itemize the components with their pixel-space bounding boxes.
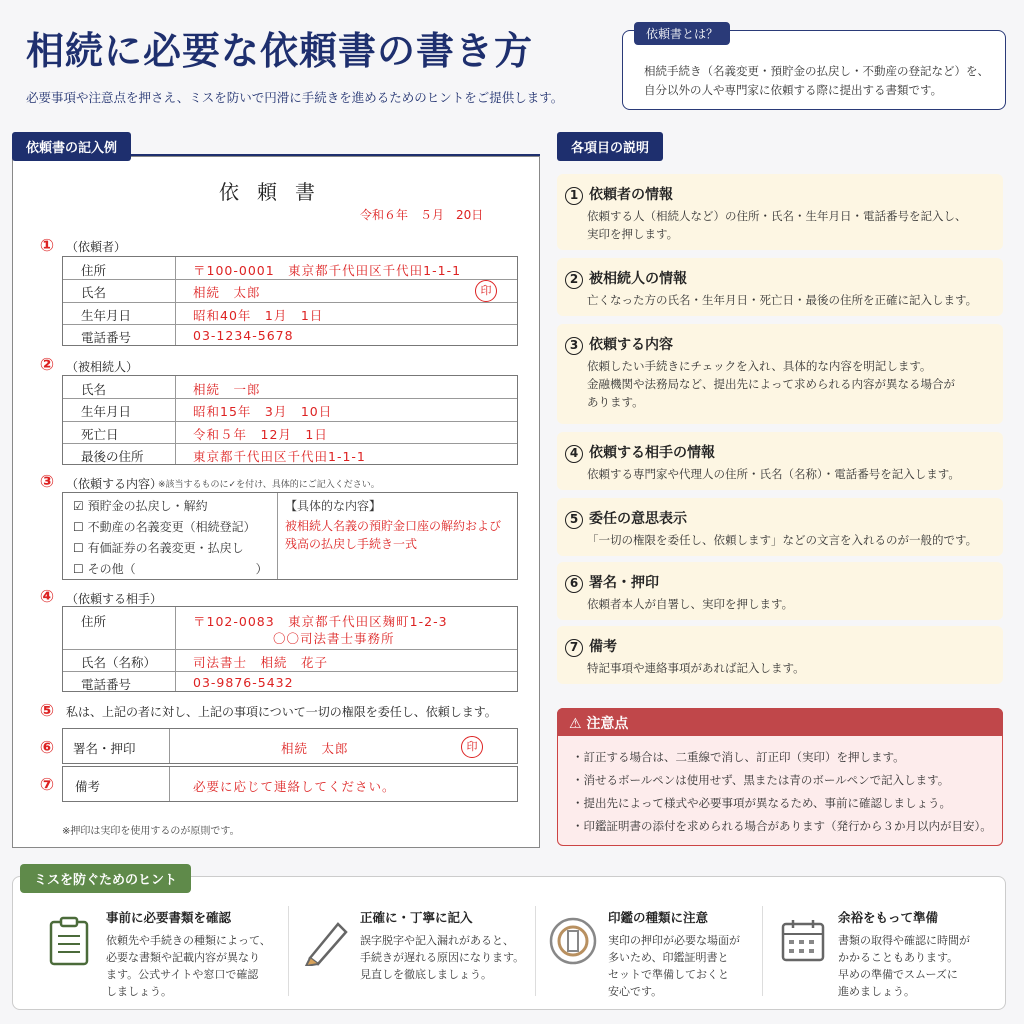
table-divider bbox=[277, 493, 278, 579]
field-label: 生年月日 bbox=[81, 308, 132, 323]
field-value: 東京都千代田区千代田1-1-1 bbox=[193, 449, 366, 464]
explain-title bbox=[565, 442, 715, 463]
explain-line: 「一切の権限を委任し、依頼します」などの文言を入れるのが一般的です。 bbox=[587, 533, 978, 547]
decedent-label: （被相続人） bbox=[66, 360, 139, 374]
section-number: ⑥ bbox=[39, 738, 55, 758]
explain-number: 4 bbox=[565, 445, 583, 463]
field-value: 司法書士 相続 花子 bbox=[193, 655, 329, 670]
remarks-value[interactable]: 必要に応じて連絡してください。 bbox=[193, 779, 396, 794]
field-value: 03-1234-5678 bbox=[193, 328, 294, 343]
explain-title-text: 依頼する内容 bbox=[589, 337, 673, 353]
explain-title bbox=[565, 184, 673, 205]
field-value: 〒100-0001 東京都千代田区千代田1-1-1 bbox=[193, 263, 462, 278]
table-row bbox=[63, 649, 517, 650]
explain-number: 3 bbox=[565, 337, 583, 355]
signature-table bbox=[62, 728, 518, 764]
explain-card bbox=[557, 174, 1003, 250]
field-value: 03-9876-5432 bbox=[193, 675, 294, 690]
table-divider bbox=[175, 376, 176, 464]
explain-line: 亡くなった方の氏名・生年月日・死亡日・最後の住所を正確に記入します。 bbox=[587, 293, 978, 307]
tip-title: 印鑑の種類に注意 bbox=[608, 910, 709, 925]
tip-body bbox=[838, 932, 998, 1000]
table-row bbox=[63, 398, 517, 399]
table-row bbox=[63, 671, 517, 672]
explain-title-text: 署名・押印 bbox=[589, 575, 659, 591]
tip-title: 正確に・丁寧に記入 bbox=[360, 910, 473, 925]
field-label: 最後の住所 bbox=[81, 449, 144, 464]
explain-title-text: 被相続人の情報 bbox=[589, 271, 687, 287]
field-value: 令和５年 12月 1日 bbox=[193, 427, 328, 442]
checkbox-securities[interactable]: ☐ 有価証券の名義変更・払戻し bbox=[73, 541, 244, 555]
explain-number: 6 bbox=[565, 575, 583, 593]
caution-item: ・消せるボールペンは使用せず、黒または青のボールペンで記入します。 bbox=[572, 773, 950, 787]
explain-body bbox=[587, 357, 955, 411]
tip-line: 多いため、印鑑証明書と bbox=[608, 951, 729, 964]
explain-line: 依頼する人（相続人など）の住所・氏名・生年月日・電話番号を記入し、 bbox=[587, 209, 967, 223]
section-number: ⑤ bbox=[39, 701, 55, 721]
section-number: ④ bbox=[39, 587, 55, 607]
calendar-icon bbox=[780, 918, 826, 964]
document-title: 依頼書 bbox=[219, 180, 333, 204]
tip-title: 余裕をもって準備 bbox=[838, 910, 939, 925]
checkbox-deposit[interactable]: ☑ 預貯金の払戻し・解約 bbox=[73, 499, 208, 513]
field-label: 署名・押印 bbox=[73, 741, 136, 756]
field-label: 備考 bbox=[75, 779, 101, 794]
seal-mark: 印 bbox=[475, 280, 497, 302]
page-subtitle: 必要事項や注意点を押さえ、ミスを防いで円滑に手続きを進めるためのヒントをご提供します。 bbox=[26, 90, 564, 105]
tip-divider bbox=[535, 906, 536, 996]
tip-line: しましょう。 bbox=[106, 985, 172, 998]
explain-number: 5 bbox=[565, 511, 583, 529]
field-label: 氏名 bbox=[81, 285, 107, 300]
pencil-icon bbox=[302, 916, 350, 966]
explain-line: 依頼したい手続きにチェックを入れ、具体的な内容を明記します。 bbox=[587, 359, 932, 373]
explain-body bbox=[587, 595, 793, 613]
definition-tag: 依頼書とは？ bbox=[634, 22, 730, 45]
table-row bbox=[63, 443, 517, 444]
explain-title bbox=[565, 572, 659, 593]
page-title: 相続に必要な依頼書の書き方 bbox=[26, 29, 534, 73]
field-value: 昭和15年 3月 10日 bbox=[193, 404, 333, 419]
caution-header: ⚠ 注意点 bbox=[557, 708, 1003, 736]
explain-card bbox=[557, 498, 1003, 556]
section-number: ③ bbox=[39, 472, 55, 492]
explain-line: 依頼する専門家や代理人の住所・氏名（名称）・電話番号を記入します。 bbox=[587, 467, 960, 481]
explain-title-text: 依頼者の情報 bbox=[589, 187, 673, 203]
field-label: 氏名 bbox=[81, 382, 107, 397]
field-value: 昭和40年 1月 1日 bbox=[193, 308, 324, 323]
tip-line: 手続きが遅れる原因になります。 bbox=[360, 951, 525, 964]
field-label: 電話番号 bbox=[81, 330, 132, 345]
explain-title bbox=[565, 508, 687, 529]
explain-line: 依頼者本人が自署し、実印を押します。 bbox=[587, 597, 794, 611]
tip-line: 見直しを徹底しましょう。 bbox=[360, 968, 492, 981]
field-value: 相続 太郎 bbox=[193, 285, 261, 300]
document-date: 令和６年 ５月 20日 bbox=[360, 208, 484, 222]
explain-body bbox=[587, 465, 960, 483]
requester-label: （依頼者） bbox=[66, 240, 127, 254]
footnote: ※押印は実印を使用するのが原則です。 bbox=[62, 826, 240, 837]
caution-item: ・提出先によって様式や必要事項が異なるため、事前に確認しましょう。 bbox=[572, 796, 952, 810]
tip-line: 必要な書類や記載内容が異なり bbox=[106, 951, 260, 964]
caution-item: ・訂正する場合は、二重線で消し、訂正印（実印）を押します。 bbox=[572, 750, 905, 764]
tip-line: ます。公式サイトや窓口で確認 bbox=[106, 968, 259, 981]
seal-icon bbox=[548, 916, 598, 966]
tip-line: 安心です。 bbox=[608, 985, 663, 998]
table-divider bbox=[175, 257, 176, 345]
explain-body bbox=[587, 207, 967, 243]
delegation-statement: 私は、上記の者に対し、上記の事項について一切の権限を委任し、依頼します。 bbox=[66, 705, 497, 719]
section-number: ⑦ bbox=[39, 775, 55, 795]
tip-body bbox=[360, 932, 530, 983]
field-value: 〇〇司法書士事務所 bbox=[273, 631, 395, 646]
field-label: 氏名（名称） bbox=[81, 655, 157, 670]
table-row bbox=[63, 421, 517, 422]
field-value: 相続 一郎 bbox=[193, 382, 261, 397]
tip-line: 進めましょう。 bbox=[838, 985, 915, 998]
table-divider bbox=[169, 767, 170, 801]
explain-title bbox=[565, 268, 687, 289]
content-table bbox=[62, 492, 518, 580]
tip-divider bbox=[288, 906, 289, 996]
explain-line: あります。 bbox=[587, 395, 644, 409]
explain-card bbox=[557, 626, 1003, 684]
explain-body bbox=[587, 659, 805, 677]
table-row bbox=[63, 279, 517, 280]
table-row bbox=[63, 324, 517, 325]
tip-body bbox=[608, 932, 758, 1000]
explain-number: 7 bbox=[565, 639, 583, 657]
tip-line: かかることもあります。 bbox=[838, 951, 959, 964]
field-label: 住所 bbox=[81, 614, 107, 629]
specific-text: 被相続人名義の預貯金口座の解約および残高の払戻し手続き一式 bbox=[285, 519, 502, 551]
tip-body bbox=[106, 932, 276, 1000]
explain-line: 特記事項や連絡事項があれば記入します。 bbox=[587, 661, 805, 675]
explain-title bbox=[565, 334, 673, 355]
explain-section-tag: 各項目の説明 bbox=[557, 132, 663, 161]
tip-divider bbox=[762, 906, 763, 996]
clipboard-icon bbox=[48, 916, 90, 966]
tip-line: 書類の取得や確認に時間が bbox=[838, 934, 970, 947]
agent-label: （依頼する相手） bbox=[66, 592, 163, 606]
checkbox-other[interactable]: ☐ その他（ ） bbox=[73, 562, 268, 576]
form-section-tag: 依頼書の記入例 bbox=[12, 132, 131, 161]
decedent-table bbox=[62, 375, 518, 465]
explain-number: 2 bbox=[565, 271, 583, 289]
remarks-table bbox=[62, 766, 518, 802]
tip-title: 事前に必要書類を確認 bbox=[106, 910, 232, 925]
explain-card bbox=[557, 324, 1003, 424]
field-label: 生年月日 bbox=[81, 404, 132, 419]
table-row bbox=[63, 302, 517, 303]
explain-body bbox=[587, 291, 977, 309]
explain-title-text: 備考 bbox=[589, 639, 617, 655]
explain-card bbox=[557, 562, 1003, 620]
tips-tag: ミスを防ぐためのヒント bbox=[20, 864, 191, 893]
explain-line: 実印を押します。 bbox=[587, 227, 679, 241]
content-label: （依頼する内容） bbox=[66, 477, 163, 491]
section-number: ① bbox=[39, 236, 55, 256]
signature-value[interactable]: 相続 太郎 bbox=[281, 741, 349, 756]
field-label: 電話番号 bbox=[81, 677, 132, 692]
explain-title-text: 委任の意思表示 bbox=[589, 511, 687, 527]
explain-line: 金融機関や法務局など、提出先によって求められる内容が異なる場合が bbox=[587, 377, 955, 391]
tip-line: 実印の押印が必要な場面が bbox=[608, 934, 740, 947]
checkbox-real-estate[interactable]: ☐ 不動産の名義変更（相続登記） bbox=[73, 520, 256, 534]
tip-line: セットで準備しておくと bbox=[608, 968, 729, 981]
agent-table bbox=[62, 606, 518, 692]
section-number: ② bbox=[39, 355, 55, 375]
field-label: 住所 bbox=[81, 263, 107, 278]
explain-card bbox=[557, 258, 1003, 316]
tip-line: 依頼先や手続きの種類によって、 bbox=[106, 934, 271, 947]
definition-text: 相続手続き（名義変更・預貯金の払戻し・不動産の登記など）を、自分以外の人や専門家に依頼する際に提出する書類です。 bbox=[644, 64, 989, 97]
explain-body bbox=[587, 531, 977, 549]
tip-line: 誤字脱字や記入漏れがあると、 bbox=[360, 934, 514, 947]
explain-number: 1 bbox=[565, 187, 583, 205]
seal-mark: 印 bbox=[461, 736, 483, 758]
field-value: 〒102-0083 東京都千代田区麹町1-2-3 bbox=[193, 614, 448, 629]
table-divider bbox=[169, 729, 170, 763]
specific-label: 【具体的な内容】 bbox=[285, 499, 382, 513]
explain-card bbox=[557, 432, 1003, 490]
caution-item: ・印鑑証明書の添付を求められる場合があります（発行から３か月以内が目安）。 bbox=[572, 819, 992, 833]
tip-line: 早めの準備でスムーズに bbox=[838, 968, 958, 981]
content-note: ※該当するものに✓を付け、具体的にご記入ください。 bbox=[158, 480, 380, 490]
field-label: 死亡日 bbox=[81, 427, 119, 442]
explain-title bbox=[565, 636, 617, 657]
explain-title-text: 依頼する相手の情報 bbox=[589, 445, 715, 461]
requester-table bbox=[62, 256, 518, 346]
